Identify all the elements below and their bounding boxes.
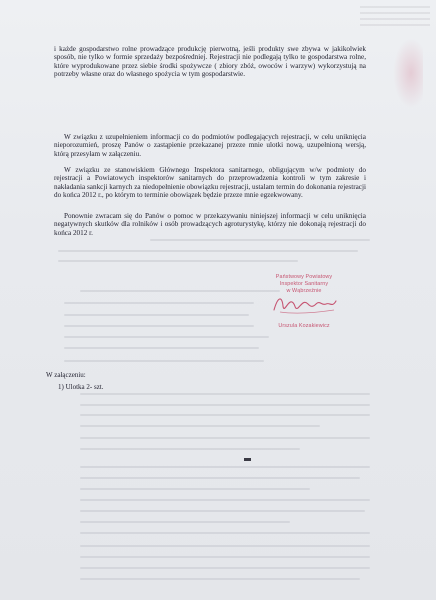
ink-mark (244, 458, 251, 461)
stamp-line: Urszula Kozakiewicz (278, 323, 330, 329)
paragraph-registration-deadline (54, 166, 366, 199)
paragraph-text: i każde gospodarstwo rolne prowadzące produkcję pierwotną, jeśli produkty swe zbywa w jakikolwiek sposób, nie tylko w formie sprzedaży bezpośredniej. Rejestracji nie podlegają tylko te gospodarstwa rolne, które wyprodukowane przez siebie środki spożywcze ( zbiory zbóż, owoców i warzyw) wykorzystują na potrzeby własne oraz do własnego spożycia w tym gospodarstwie. (54, 45, 366, 78)
signature-image (270, 292, 340, 318)
paragraph-text: W związku ze stanowiskiem Głównego Inspektora sanitarnego, obligującym w/w podmioty do rejestracji a Powiatowych inspektorów sanitarnych do przeprowadzenia kontroli w tym zakresie i nakładania sankcji karnych za niedopełnienie obowiązku rejestracji, ustalam termin do dokonania rejestracji do końca 2012 r., po którym to terminie obowiązek będzie przeze mnie egzekwowany. (54, 166, 366, 199)
stamp-ghost (393, 38, 423, 108)
paragraph-text: W związku z uzupełnieniem informacji co do podmiotów podlegających rejestracji, w celu uniknięcia nieporozumień, proszę Panów o zastąpienie przekazanej przeze mnie ulotki nową, uzupełnioną wersją, którą przesyłam w załączeniu. (54, 133, 366, 158)
stamp-line: Państwowy Powiatowy (275, 274, 333, 280)
attachments-heading: W załączeniu: (46, 371, 86, 379)
paragraph-request-for-help (54, 212, 366, 237)
paragraph-text: Ponownie zwracam się do Panów o pomoc w przekazywaniu niniejszej informacji w celu uniknięcia negatywnych skutków dla rolników i osób prowadzących agroturystykę, którzy nie dokonają rejestracji do końca 2012 r. (54, 212, 366, 237)
paragraph-leaflet-replacement (54, 133, 366, 158)
official-stamp (256, 274, 352, 332)
stamp-line: w Wąbrzeźnie (286, 288, 322, 294)
attachment-item: 1) Ulotka 2- szt. (58, 383, 104, 391)
stamp-line: Inspektor Sanitarny (279, 281, 329, 287)
header-ghost (360, 4, 430, 26)
paragraph-registration-scope (54, 45, 366, 78)
